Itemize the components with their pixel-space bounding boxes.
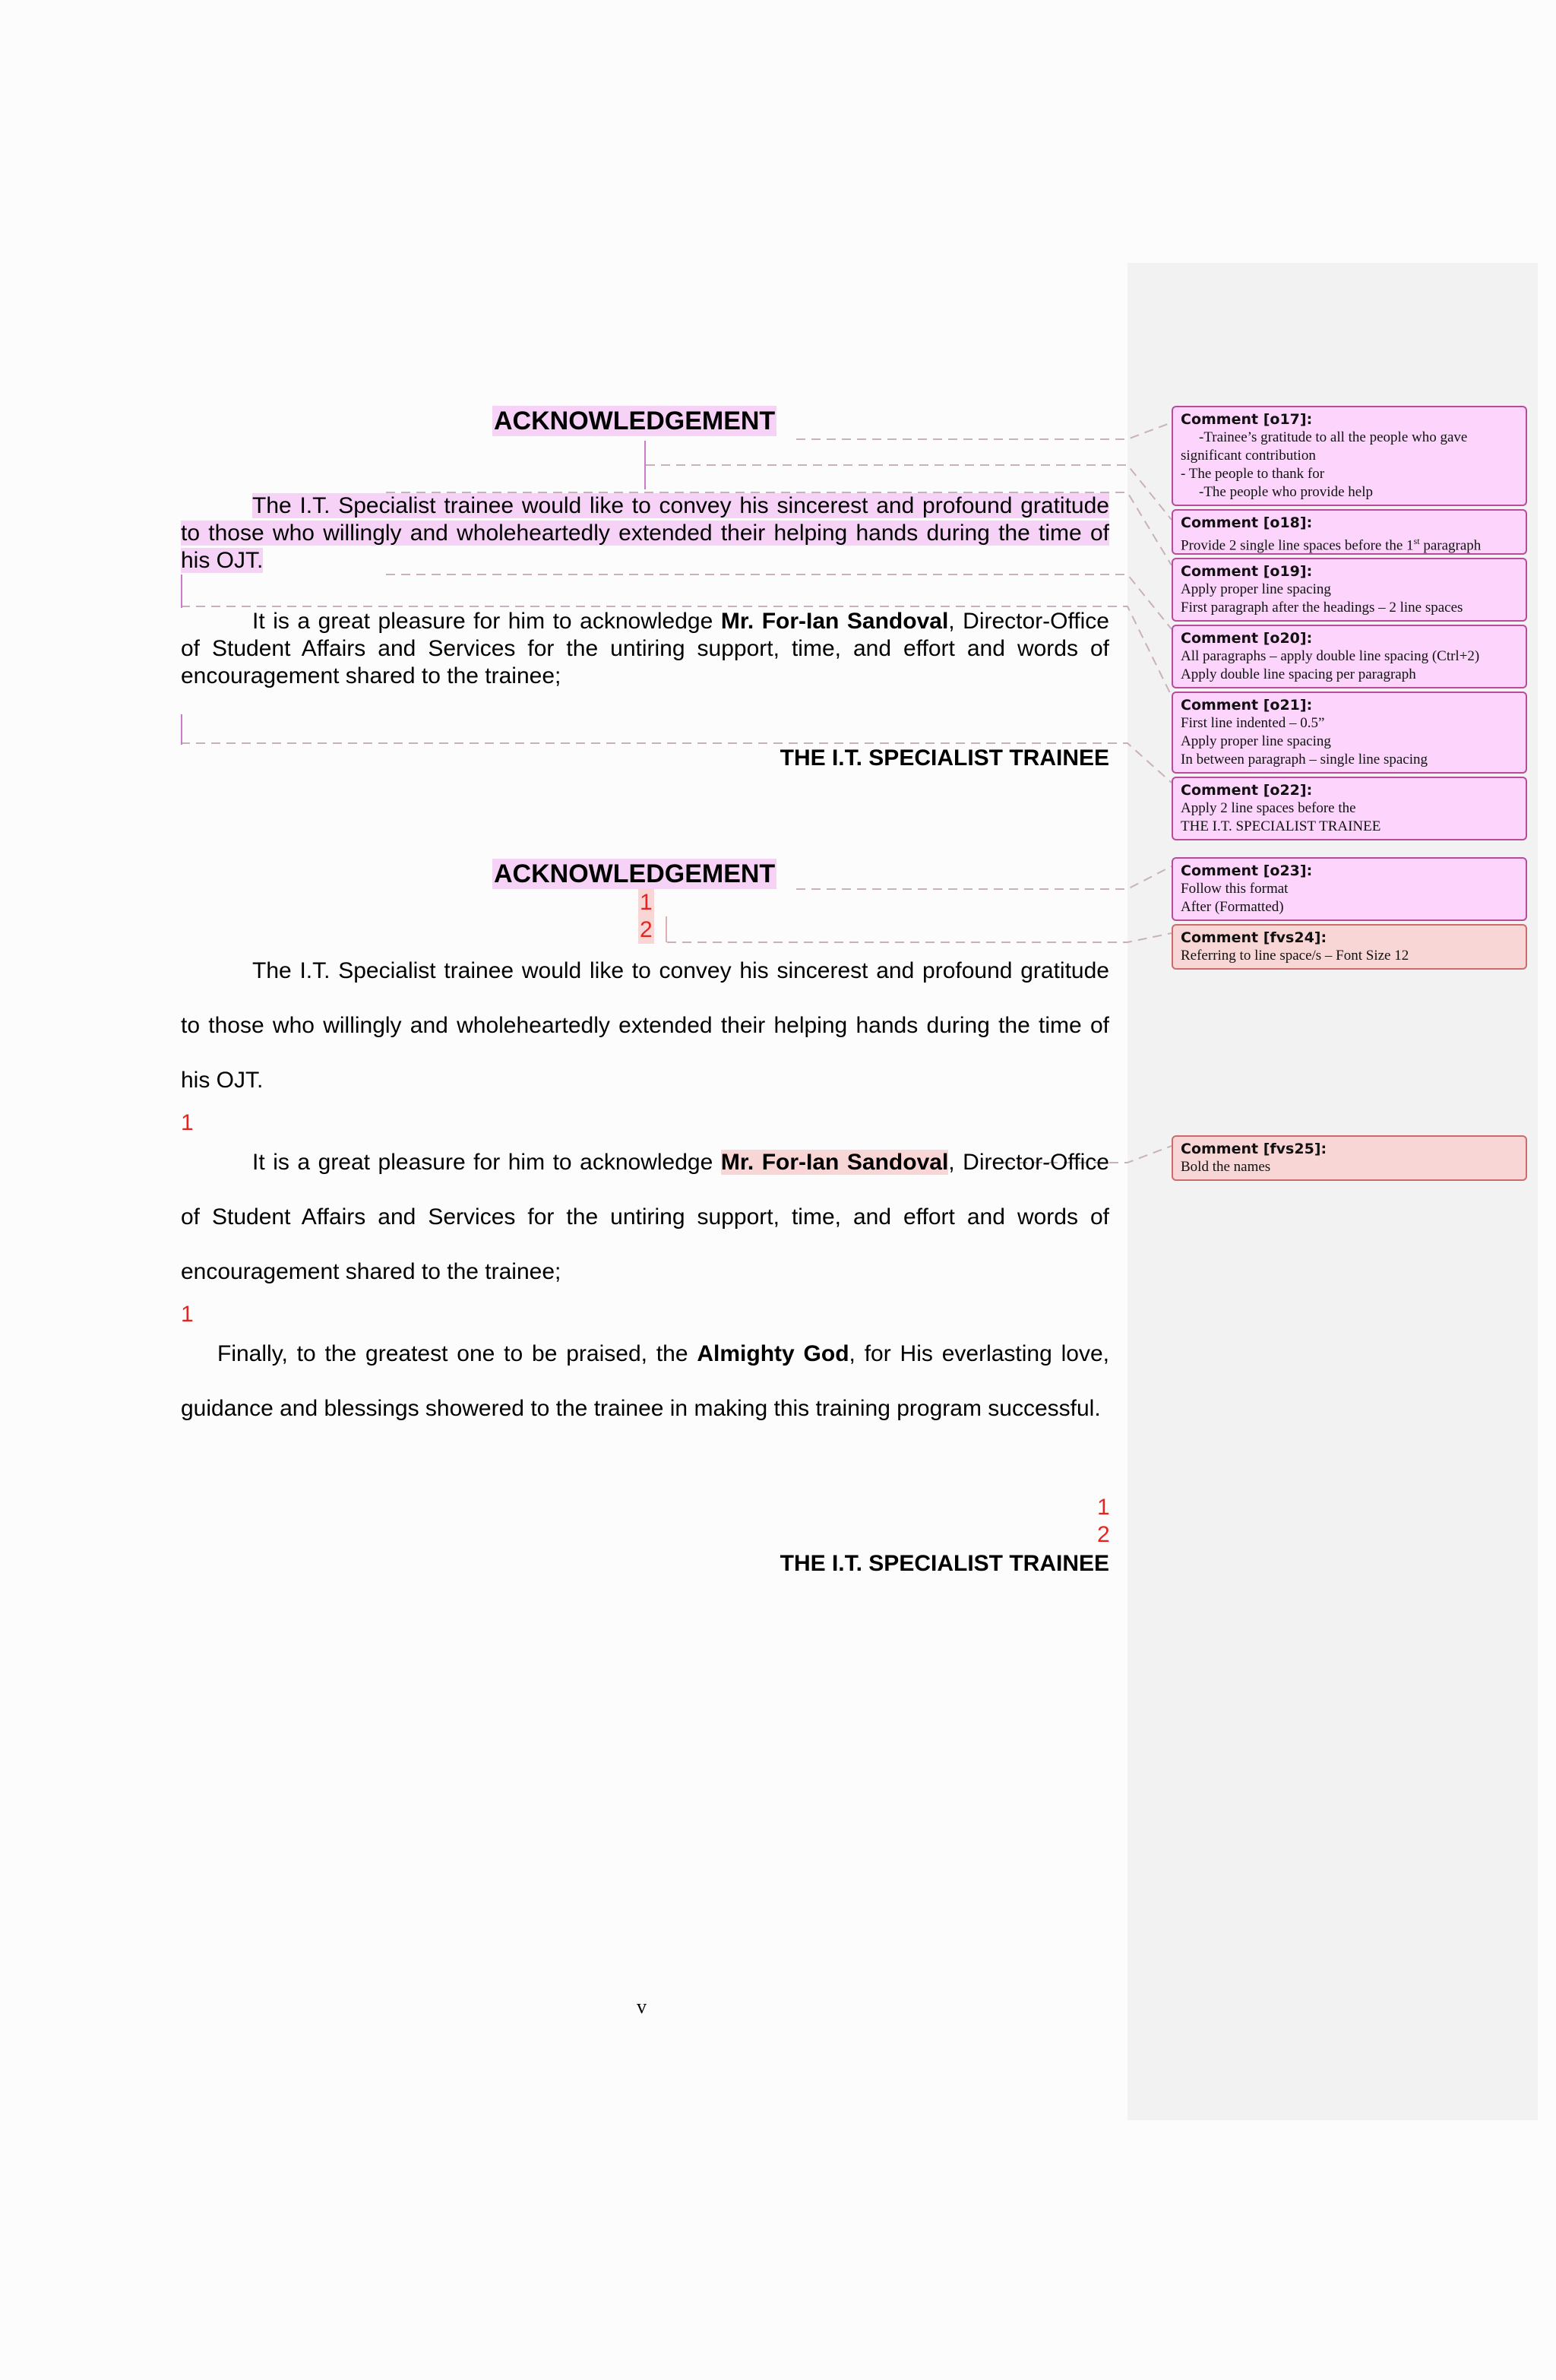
comment-line: THE I.T. SPECIALIST TRAINEE <box>1181 818 1381 834</box>
comment-title: Comment [o21]: <box>1181 697 1313 714</box>
comment-title: Comment [o22]: <box>1181 782 1313 799</box>
comment-title: Comment [o17]: <box>1181 411 1313 428</box>
comment-o20[interactable] <box>1172 625 1527 688</box>
paragraph-2-text-end: , Director-Office of Student Affairs and Services for the untiring support, time, and effort and words of encouragement shared to the trainee; <box>181 1150 1109 1284</box>
paragraph-2-text-end: , Director-Office of Student Affairs and Services for the untiring support, time, and effort and words of encouragement shared to the trainee; <box>181 609 1109 688</box>
comment-line: -Trainee’s gratitude to all the people who gave <box>1199 429 1468 445</box>
comment-line: First paragraph after the headings – 2 line spaces <box>1181 600 1463 616</box>
comment-fvs24[interactable] <box>1172 924 1527 970</box>
comment-title: Comment [fvs25]: <box>1181 1141 1327 1157</box>
line-space-mark: 1 <box>181 1302 194 1327</box>
paragraph-2 <box>181 608 1109 690</box>
comment-o19[interactable] <box>1172 558 1527 622</box>
signature: THE I.T. SPECIALIST TRAINEE <box>780 745 1109 771</box>
comment-o18[interactable] <box>1172 509 1527 555</box>
revision-mark <box>666 916 667 942</box>
comment-line: Apply 2 line spaces before the <box>1181 800 1356 816</box>
comment-o22[interactable] <box>1172 777 1527 840</box>
line-space-mark: 2 <box>640 917 653 942</box>
revision-mark <box>181 574 182 608</box>
name-bold: Mr. For-Ian Sandoval <box>720 609 949 634</box>
comment-line: All paragraphs – apply double line spacing (Ctrl+2) <box>1181 648 1480 664</box>
line-space-mark: 2 <box>1097 1522 1110 1547</box>
comment-o21[interactable] <box>1172 692 1527 774</box>
revision-mark <box>644 441 646 489</box>
comment-title: Comment [fvs24]: <box>1181 929 1327 946</box>
paragraph-3-text-end: , for His everlasting love, guidance and blessings showered to the trainee in making this training program successful. <box>181 1341 1110 1421</box>
heading-acknowledgement: ACKNOWLEDGEMENT <box>494 407 776 435</box>
comment-line: Apply proper line spacing <box>1181 733 1331 749</box>
comment-line: Referring to line space/s – Font Size 12 <box>1181 948 1409 964</box>
line-space-mark: 1 <box>181 1110 194 1135</box>
comment-line: After (Formatted) <box>1181 899 1284 915</box>
name-bold-highlighted: Mr. For-Ian Sandoval <box>720 1150 949 1175</box>
comment-line: First line indented – 0.5” <box>1181 715 1325 731</box>
paragraph-2-formatted <box>181 1135 1109 1299</box>
comment-line: Bold the names <box>1181 1159 1271 1175</box>
almighty-god-bold: Almighty God <box>697 1341 849 1366</box>
comment-title: Comment [o19]: <box>1181 563 1313 580</box>
comment-o23[interactable] <box>1172 857 1527 921</box>
comment-line: Apply proper line spacing <box>1181 581 1331 597</box>
comment-line <box>1181 532 1518 555</box>
comment-title: Comment [o18]: <box>1181 514 1313 531</box>
paragraph-1-formatted: The I.T. Specialist trainee would like to convey his sincerest and profound gratitude to those who willingly and wholeheartedly extended their helping hands during the time of his OJT. <box>181 958 1109 1093</box>
comment-line: Apply double line spacing per paragraph <box>1181 666 1416 682</box>
comment-line: - The people to thank for <box>1181 466 1325 482</box>
comment-line: significant contribution <box>1181 448 1316 464</box>
comment-superscript: st <box>1413 536 1420 546</box>
line-space-mark: 1 <box>1097 1495 1110 1520</box>
paragraph-1 <box>181 492 1109 574</box>
paragraph-1-text: The I.T. Specialist trainee would like to convey his sincerest and profound gratitude to those who willingly and wholeheartedly extended their helping hands during the time of his OJT. <box>181 493 1109 573</box>
line-space-mark: 1 <box>640 890 653 915</box>
signature-formatted: THE I.T. SPECIALIST TRAINEE <box>780 1551 1109 1576</box>
paragraph-2-text: It is a great pleasure for him to acknowledge <box>252 609 721 634</box>
comment-line-text: Provide 2 single line spaces before the 1 <box>1181 537 1414 554</box>
comment-line: -The people who provide help <box>1199 484 1373 500</box>
comment-line: In between paragraph – single line spacing <box>1181 752 1428 767</box>
revision-mark <box>181 714 182 745</box>
comment-line-text-end: paragraph <box>1419 537 1482 554</box>
paragraph-3-text: Finally, to the greatest one to be praised, the <box>217 1341 697 1366</box>
comment-title: Comment [o20]: <box>1181 630 1313 647</box>
comment-title: Comment [o23]: <box>1181 862 1313 879</box>
comment-o17[interactable] <box>1172 406 1527 506</box>
paragraph-2-text: It is a great pleasure for him to acknowledge <box>252 1150 721 1175</box>
paragraph-3-formatted <box>181 1327 1109 1436</box>
comment-line: Follow this format <box>1181 881 1289 897</box>
page-number: v <box>637 1995 647 2018</box>
heading-acknowledgement-formatted: ACKNOWLEDGEMENT <box>494 859 776 888</box>
comment-fvs25[interactable] <box>1172 1135 1527 1181</box>
